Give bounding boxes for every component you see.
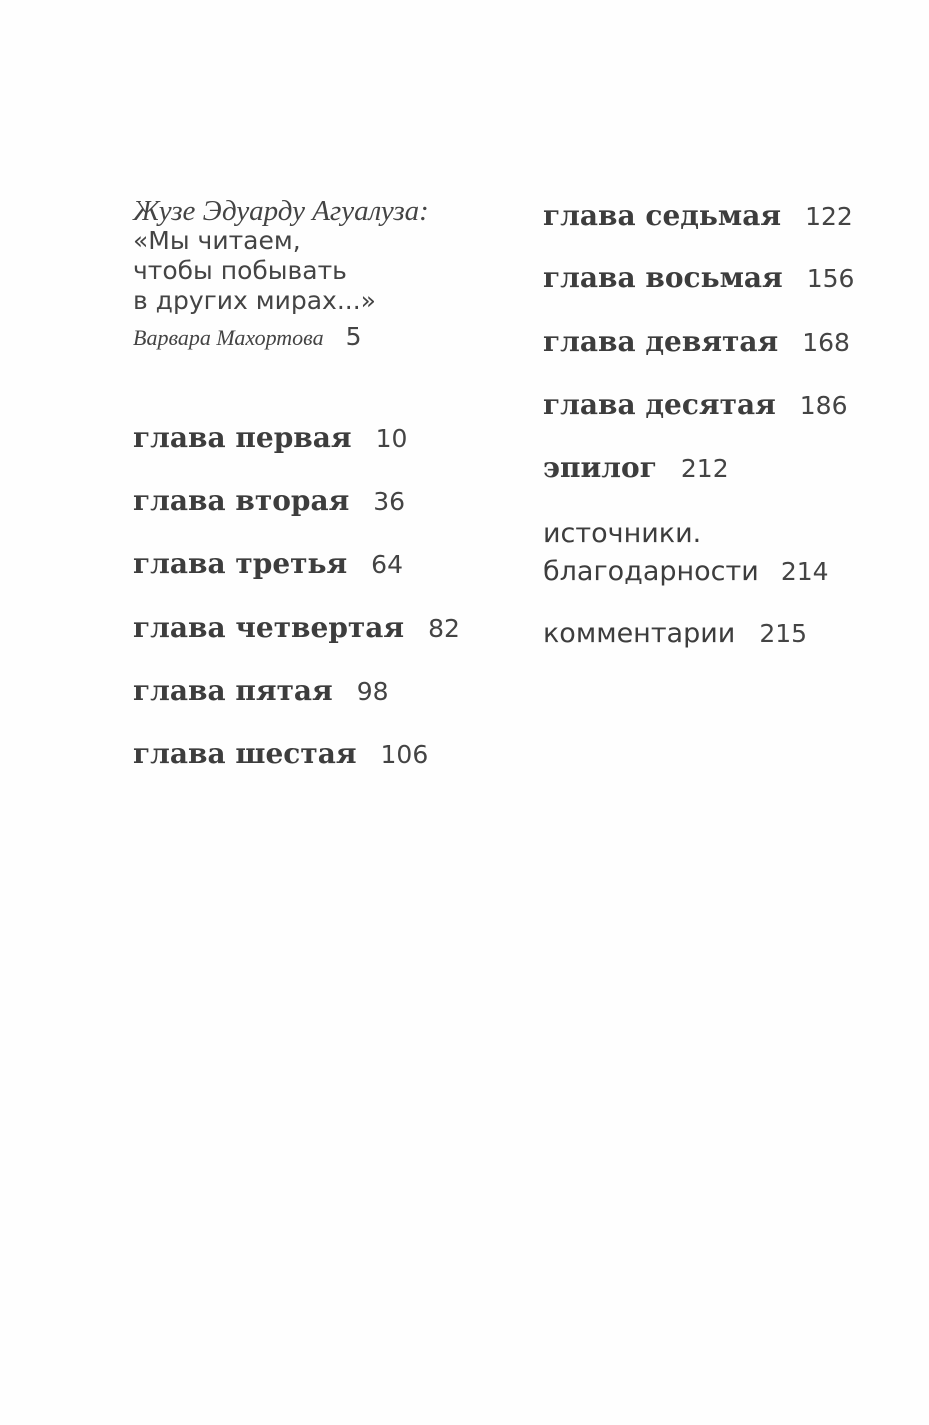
page-number: 82 bbox=[428, 614, 460, 643]
page-number: 122 bbox=[805, 202, 853, 231]
sources-title-line: благодарности bbox=[543, 556, 759, 587]
page-number: 215 bbox=[759, 619, 808, 648]
page-number: 186 bbox=[799, 391, 848, 420]
intro-quote-line: чтобы побывать bbox=[133, 256, 347, 285]
page-number: 212 bbox=[680, 454, 729, 483]
chapter-title: глава седьмая bbox=[543, 199, 782, 232]
chapter-title: глава пятая bbox=[133, 674, 333, 707]
toc-entry-chapter-1 bbox=[133, 418, 407, 458]
toc-entry-sources bbox=[543, 515, 829, 594]
chapter-title: глава десятая bbox=[543, 388, 776, 421]
intro-title: Жузе Эдуарду Агуалуза: bbox=[133, 195, 429, 227]
chapter-title: эпилог bbox=[543, 451, 657, 484]
page-number: 214 bbox=[780, 557, 829, 586]
toc-entry-chapter-4 bbox=[133, 608, 460, 648]
comments-title: комментарии bbox=[543, 618, 736, 649]
chapter-title: глава первая bbox=[133, 421, 352, 454]
intro-quote-line: в других мирах...» bbox=[133, 286, 376, 315]
page-number: 98 bbox=[356, 677, 389, 706]
toc-intro-entry bbox=[133, 196, 513, 352]
page-number: 36 bbox=[373, 487, 406, 516]
page-number: 156 bbox=[806, 264, 855, 293]
chapter-title: глава вторая bbox=[133, 484, 350, 517]
page-number: 10 bbox=[375, 424, 408, 453]
sources-title-line: источники. bbox=[543, 518, 702, 549]
toc-entry-comments bbox=[543, 614, 807, 654]
chapter-title: глава девятая bbox=[543, 325, 779, 358]
toc-entry-chapter-10 bbox=[543, 385, 848, 425]
page-number: 168 bbox=[802, 328, 850, 357]
chapter-title: глава восьмая bbox=[543, 261, 783, 294]
intro-author-line bbox=[133, 322, 513, 352]
toc-entry-chapter-7 bbox=[543, 196, 853, 236]
toc-entry-chapter-5 bbox=[133, 671, 389, 711]
chapter-title: глава третья bbox=[133, 547, 348, 580]
toc-entry-epilogue bbox=[543, 448, 729, 488]
toc-entry-chapter-2 bbox=[133, 481, 405, 521]
page-number: 64 bbox=[371, 550, 403, 579]
chapter-title: глава четвертая bbox=[133, 611, 405, 644]
intro-author: Варвара Махортова bbox=[133, 325, 324, 350]
page-number: 106 bbox=[380, 740, 429, 769]
intro-quote-line: «Мы читаем, bbox=[133, 226, 301, 255]
toc-entry-chapter-3 bbox=[133, 544, 403, 584]
chapter-title: глава шестая bbox=[133, 737, 357, 770]
toc-entry-chapter-8 bbox=[543, 258, 854, 298]
toc-entry-chapter-6 bbox=[133, 734, 428, 774]
toc-entry-chapter-9 bbox=[543, 322, 850, 362]
page-number: 5 bbox=[345, 322, 362, 351]
